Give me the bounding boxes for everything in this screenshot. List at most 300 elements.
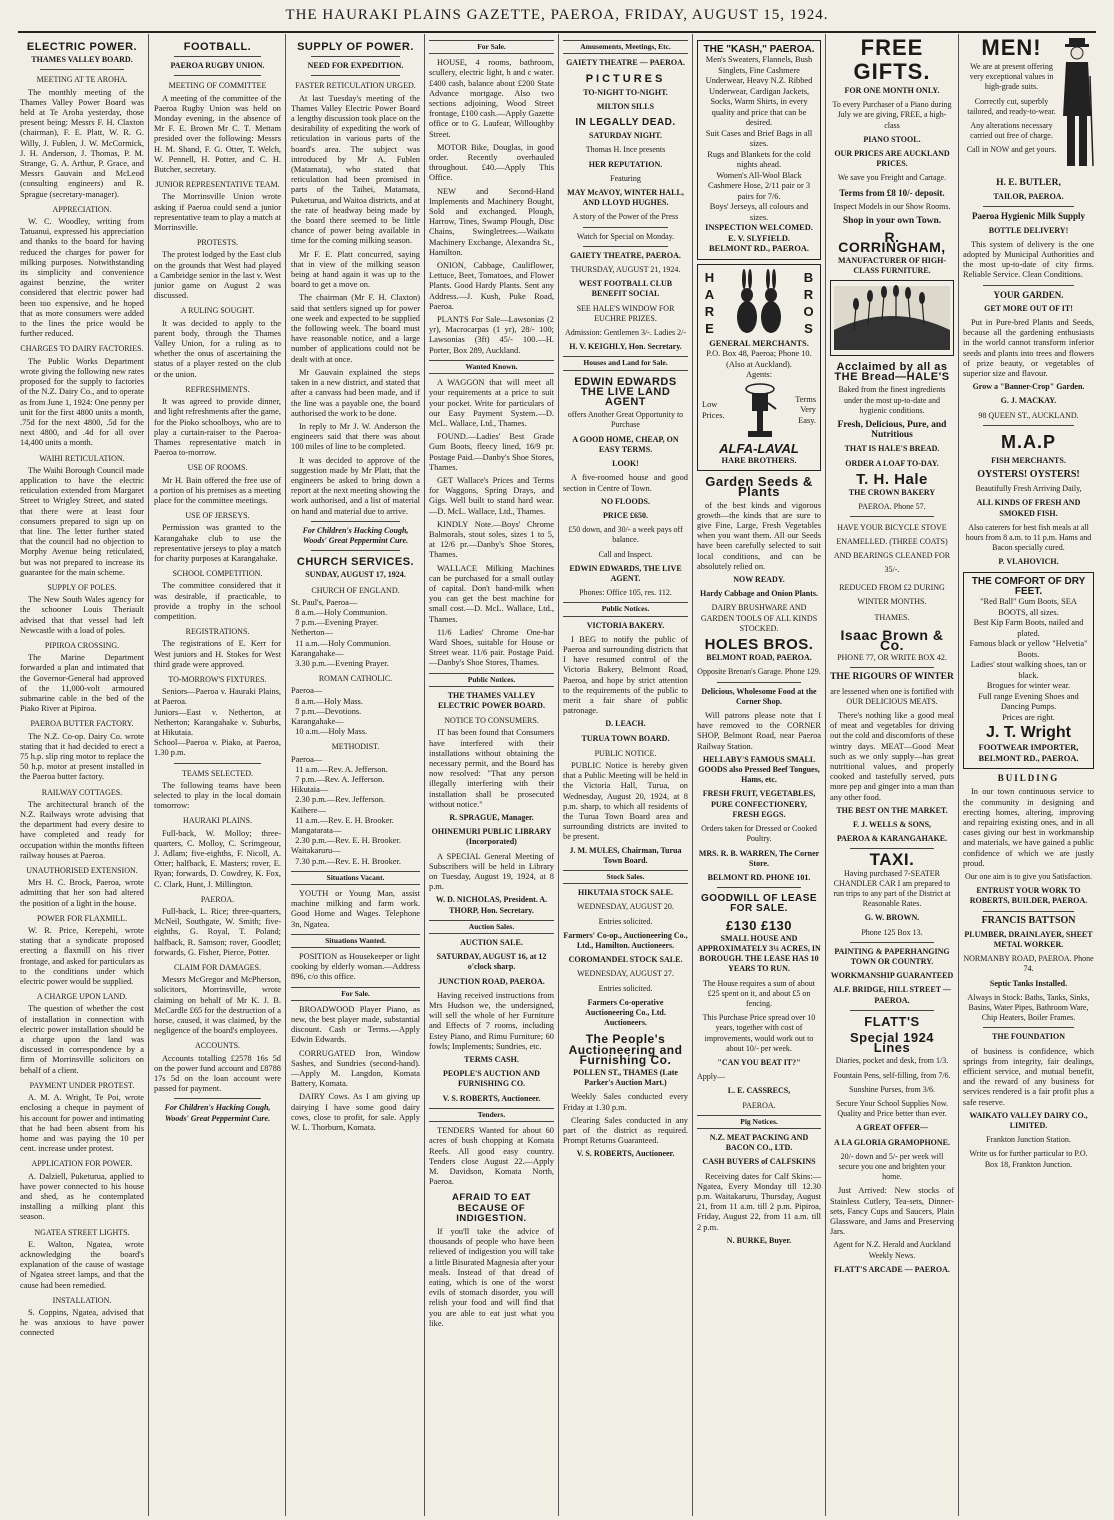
classified-ad: POSITION as Housekeeper or light cooking by elderly woman.—Address 896, c/o this office. (291, 952, 423, 982)
section-title: NOTICE TO CONSUMERS. (444, 716, 539, 726)
column-amusements (563, 36, 691, 1514)
wright-name: J. T. Wright (985, 724, 1072, 742)
offer-detail: A five-roomed house and good section in Centre of Town. (563, 473, 691, 493)
article-paragraph: A. M. A. Wright, Te Poi, wrote enclosing a cheque in payment of his account for power and intimating that he had been absent from his home and was paying the 10 per cent. increase under protest. (20, 1093, 147, 1154)
septic: Septic Tanks Installed. (989, 978, 1068, 988)
plumber: PLUMBER, DRAINLAYER, SHEET METAL WORKER. (964, 929, 1093, 949)
divider (983, 425, 1074, 426)
auctioneer-signature: V. S. ROBERTS, Auctioneer. (576, 1149, 675, 1159)
terms-deposit: Terms from £8 10/- deposit. (839, 187, 945, 198)
men-alter: Any alterations necessary carried out free of charge. (970, 121, 1053, 141)
section-title: POWER FOR FLAXMILL. (36, 913, 127, 923)
crown-address: PAEROA. Phone 57. (858, 502, 926, 512)
column-divider (148, 34, 149, 1516)
diaries: Diaries, pocket and desk, from 1/3. (835, 1056, 949, 1066)
indigestion-headline: AFRAID TO EAT BECAUSE OF INDIGESTION. (452, 1192, 531, 1224)
category-label: Wanted Known. (429, 360, 554, 374)
purses: Sunshine Purses, from 3/6. (849, 1084, 935, 1094)
section-title: TO-MORROW'S FIXTURES. (168, 674, 267, 684)
column-divider (424, 34, 425, 1516)
foundation-text: of business is confidence, which springs from integrity, fair dealings, efficient service, and mutual benefit, and the reward of any business for services rendered is a fair profit plus a safe reserve. (963, 1046, 1097, 1107)
classified-ad: YOUTH or Young Man, assist machine milking and farm work. Good Home and Wages. Telephone 3n, Ngatea. (291, 889, 423, 929)
taxi-text: Having purchased 7-SEATER CHANDLER CAR I am prepared to run trips to any part of the District at Reasonable Rates. (833, 868, 951, 909)
very-label: Very (800, 405, 816, 415)
offer-text: offers Another Great Opportunity to Purchase (567, 410, 684, 430)
notice-text: A SPECIAL General Meeting of Subscribers will be held in Library on Tuesday, August 19, 1924, at 8 p.m. (429, 851, 557, 892)
poultry-orders: Orders taken for Dressed or Cooked Poultry. (701, 824, 817, 844)
auctioneer: Farmers' Co-op., Auctioneering Co., Ltd., Hamilton. Auctioneers. (563, 930, 688, 951)
column-supply-of-power (291, 36, 423, 1514)
cream-separator-icon (742, 381, 778, 441)
men-ad (963, 36, 1094, 176)
rigours-text: There's nothing like a good meal of meat and vegetables for driving out the cold and discomforts of these wintry days. MEAT—Good Meat such as we only supply—has great nutritional values, and properly cooked and tastefully served, puts more pep and ginger into a man than any other food. (830, 710, 957, 802)
footer-ad: For Children's Hacking Cough, Woods' Great Peppermint Cure. (164, 1103, 271, 1123)
divider (983, 206, 1074, 207)
section-title: CLAIM FOR DAMAGES. (174, 963, 261, 973)
classified-ad: WALLACE Milking Machines can be purchased for a small outlay of capital. Don't hand-milk when you can get the best machine for small cost.—D. McL. Wallace, Ltd., Thames. (429, 563, 557, 624)
section-title: CHURCH OF ENGLAND. (311, 585, 400, 595)
wheat-field-icon (834, 286, 950, 350)
section-title: RAILWAY COTTAGES. (41, 787, 123, 797)
article-paragraph: The question of whether the cost of installation in connection with electric power installation should be a charge upon the land was discussed in correspondence by a firm of Morrinsville solicitors on behalf of a client. (20, 1004, 147, 1075)
corner-shop-text: Will patrons please note that I have removed to the CORNER SHOP, Belmont Road, near Paeroa Railway Station. (697, 711, 824, 751)
section-title: METHODIST. (331, 742, 380, 752)
notice-signature: J. M. MULES, Chairman, Turua Town Board. (569, 845, 682, 865)
fresh-delicious: Fresh, Delicious, Pure, and Nutritious (837, 420, 947, 441)
notice-text: I BEG to notify the public of Paeroa and surrounding districts that I have resumed control of the Victoria Bakery, Belmont Road, Paeroa, and hope by strict attention to the requirements of the public to merit a fair share of public patronage. (563, 634, 691, 716)
gentleman-figure-icon (1060, 36, 1094, 176)
agents-label: Agents: (745, 370, 773, 380)
plumbing-stock: Always in Stock: Baths, Tanks, Sinks, Basins, Water Pipes, Bathroom Ware, Chip Heaters, Boiler Frames. (967, 992, 1090, 1023)
section-title: INSTALLATION. (52, 1295, 112, 1305)
section-title: PAYMENT UNDER PROTEST. (29, 1080, 135, 1090)
garden-text: Put in Pure-bred Plants and Seeds, because all the gardening enthusiasts in the world cannot transform inferior seeds and plants into trees and flowers of prize beauty, or vegetables of superior size and flavour. (963, 318, 1097, 379)
notice-title: THE THAMES VALLEY ELECTRIC POWER BOARD. (438, 690, 545, 710)
divider (983, 1027, 1074, 1028)
offer-headline: A GOOD HOME, CHEAP, ON EASY TERMS. (572, 434, 679, 454)
hare-bros-ad (697, 264, 821, 472)
section-title: A RULING SOUGHT. (180, 306, 255, 316)
article-paragraph: The protest lodged by the East club on the grounds that West had played a Cambridge senior in the last v. West junior game on August 2 was discussed. (154, 250, 284, 301)
entries: Entries solicited. (598, 983, 653, 993)
fresh-fruit: FRESH FRUIT, VEGETABLES, PURE CONFECTIONERY, FRESH EGGS. (702, 789, 816, 819)
article-paragraph: The monthly meeting of the Thames Valley Power Board was held at Te Aroha yesterday, those present being: Messrs F. H. Claxton (chairman), F. E. Platt, W. R. G. Willy, J. Fublen, J. W. McCormick, J. H. Anderson, J. Thomas, P. M. Strange, G. A. Arthur, P. Grace, and Messrs Gauvain and McLeod (consulting engineers) and R. Sprague (secretary-manager). (20, 87, 147, 199)
mackay-address: 98 QUEEN ST., AUCKLAND. (978, 410, 1079, 420)
goodwill-beat: "CAN YOU BEAT IT?" (717, 1057, 801, 1067)
kash-owner: E. V. SLYFIELD. (728, 233, 790, 243)
article-paragraph: At last Tuesday's meeting of the Thames Valley Electric Power Board a lengthy discussion took place on the desirability of expediting the work of reticulation in various parts of the board's area. The subject was introduced by Mr A. Fublen (Matamata), who stated that reticulation had been promised in parts of the Taihei, Matamata, Puketurua, and Waitoa districts, and at the rate of headway being made by the board there seemed to be little chance of power being available in time for the coming milking season. (291, 93, 423, 246)
notice-title: VICTORIA BAKERY. (586, 620, 665, 630)
classified-ad: GET Wallace's Prices and Terms for Waggons, Spring Drays, and Gigs. Well built to stand hard wear.—D. McL. Wallace, Ltd., Thames. (429, 475, 557, 516)
section-title: SCHOOL COMPETITION. (172, 569, 263, 579)
article-paragraph: Mr Gauvain explained the steps taken in a new district, and stated that after a canvass had been made, and if the line was a payable one, the board authorised the work to be done. (291, 367, 423, 418)
divider (983, 911, 1074, 912)
men-call: Call in NOW and get yours. (966, 145, 1057, 155)
dry-feet-ad (963, 572, 1094, 769)
subheadline: NEED FOR EXPEDITION. (307, 61, 404, 71)
classified-ad: PLANTS For Sale—Lawsonias (2 yr), Macrocarpas (1 yr), 28/- 100; Lawsonias (3ft) 45/- 100.—H. Porter, Box 289, Auckland. (429, 315, 557, 355)
service-times: St. Paul's, Paeroa— 8 a.m.—Holy Communion. 7 p.m.—Evening Prayer. Netherton— 11 a.m.—Holy Communion. Karangahake— 3.30 p.m.—Evening Prayer. (291, 597, 391, 668)
gramophone-text: 20/- down and 5/- per week will secure you one and brighten your home. (838, 1151, 946, 1182)
article-paragraph: W. C. Woodley, writing from Tatuanui, expressed his appreciation and thanks to the board for having reduced the charges for power for milking purposes. Notwithstanding its simplicity and convenience against benzine, the writer considered that electric power had been too expensive, and he hoped that as more consumers were added to the lines the price would be further reduced. (20, 217, 147, 339)
wright-importer: FOOTWEAR IMPORTER, BELMONT RD., PAEROA. (978, 743, 1079, 763)
prices-right: Prices are right. (1002, 712, 1055, 722)
one-month: FOR ONE MONTH ONLY. (844, 86, 940, 95)
article-paragraph: It was decided to apply to the parent body, through the Thames Valley Union, for a ruling as to whether the onus of ascertaining the status of a player rested on the club or the union. (154, 318, 284, 379)
kash-address: BELMONT RD., PAEROA. (709, 244, 809, 254)
divider (583, 227, 668, 228)
section-title: PAEROA BUTTER FACTORY. (30, 719, 134, 729)
presenter: Thomas H. Ince presents (585, 145, 666, 155)
garden-seeds-title: Garden Seeds & Plants (705, 474, 813, 500)
building-aim: Our one aim is to give you Satisfaction. (964, 871, 1093, 881)
hare-letters: HARE (702, 269, 717, 338)
deposit: £50 down, and 30/- a week pays off balance. (568, 525, 683, 545)
kash-ad (697, 40, 821, 260)
kash-hose: Women's All-Wool Black Cashmere Hose, 2/11 pair or 3 pairs for 7/6. (707, 170, 811, 201)
divider (174, 763, 261, 764)
sale-title: COROMANDEL STOCK SALE. (568, 955, 683, 965)
column-classifieds (429, 36, 557, 1514)
section-title: HAURAKI PLAINS. (183, 816, 252, 826)
column-divider (558, 34, 559, 1516)
kash-text: Men's Sweaters, Flannels, Bush Singlets, Fine Cashmere Underwear, Heavy N.Z. Ribbed Underwear, Cardigan Jackets, Socks, Warm Shirts, in every quality and price that can be desired. (705, 55, 813, 128)
taxi-phone: Phone 125 Box 13. (861, 927, 923, 937)
article-paragraph: Mr H. Bain offered the free use of a portion of his premises as a meeting place for the committee meetings. (154, 475, 284, 505)
kash-rugs: Rugs and Blankets for the cold nights ahead. (707, 149, 811, 170)
divider (40, 69, 124, 70)
auctioneer: Farmers Co-operative Auctioneering Co., Ltd. Auctioneers. (585, 997, 666, 1028)
reduced-price: REDUCED FROM £2 DURING WINTER MONTHS. (839, 583, 945, 607)
divider (850, 942, 934, 943)
featuring-label: Featuring (610, 173, 641, 183)
article-paragraph: The Waihi Borough Council made application to have the electric reticulation extended from Margaret Street to Wrigley Street, and stated that there were at least four consumers prepared to sign up on that line. The letter further stated that the council had no objection to Morphy Avenue being reticulated, but was not prepared to increase its guarantee for the main scheme. (20, 465, 147, 577)
workmanship: WORKMANSHIP GUARANTEED (830, 971, 954, 981)
article-paragraph: The Marine Department forwarded a plan and intimated that the Governor-General had approved of the 11,000-volt armoured submarine cable in the bed of the Piako River at Pipiroa. (20, 653, 147, 714)
isaac-brown-title: Isaac Brown & Co. (840, 626, 944, 653)
section-title: ROMAN CATHOLIC. (318, 674, 393, 684)
wells-sons: F. J. WELLS & SONS, (852, 819, 932, 829)
holes-address: BELMONT ROAD, PAEROA. (706, 653, 812, 663)
helvetia: Famous black or yellow "Helvetia" Boots. (969, 639, 1088, 659)
piano-stool: PIANO STOOL. (863, 134, 921, 144)
article-paragraph: E. Walton, Ngatea, wrote acknowledging the board's explanation of the cause of wastage of Ngatea street lamps, and that the cause had been remedied. (20, 1239, 147, 1290)
headline: FOOTBALL. (183, 41, 252, 53)
subheadline: PAEROA RUGBY UNION. (170, 61, 265, 71)
admission: Admission: Gentlemen 3/-. Ladies 2/- (564, 328, 687, 338)
isaac-phone: PHONE 77, OR WRITE BOX 42. (837, 653, 947, 663)
classified-ad: FOUND.—Ladies' Best Grade Gum Boots, fleecy lined, 16/9 pr. Postage Paid.—Danby's Shoe Stores, Thames. (429, 432, 557, 472)
column-electric-power (20, 36, 147, 1514)
section-title: A CHARGE UPON LAND. (36, 992, 128, 1002)
divider (311, 56, 400, 57)
pobox: P.O. Box 48, Paeroa; Phone 10. (Also at Auckland). (706, 349, 812, 369)
category-label: For Sale. (291, 987, 420, 1001)
column-divider (285, 34, 286, 1516)
article-paragraph: S. Coppins, Ngatea, advised that he was anxious to have power connected (20, 1307, 147, 1338)
notice-title: TURUA TOWN BOARD. (581, 733, 670, 743)
bottle-delivery: BOTTLE DELIVERY! (988, 225, 1069, 235)
classified-ad: A WAGGON that will meet all your requirements at a price to suit your pocket. Write for particulars of our Easy Payment System.—D. McL. Wallace, Ltd., Thames. (429, 378, 557, 428)
freight: We save you Freight and Cartage. (837, 173, 947, 183)
film-tagline: A story of the Power of the Press (572, 212, 679, 222)
warren-address: BELMONT RD. PHONE 101. (707, 872, 811, 882)
men-ad-text (963, 36, 1060, 160)
auction-terms: TERMS CASH. (464, 1055, 519, 1065)
battson-name: FRANCIS BATTSON (981, 914, 1076, 926)
article-paragraph: The New South Wales agency for the schooner Louis Theriault advised that that vessel had left Newcastle with a load of poles. (20, 595, 147, 635)
inspect-models: Inspect Models in our Show Rooms. (833, 201, 951, 211)
notice-text: IT has been found that Consumers have interfered with their installations without obtaining the necessary permit, and the Board has now resolved: "That any person illegally interfering with their installation shall be prosecuted without notice." (429, 728, 557, 809)
waikato-dairy: WAIKATO VALLEY DAIRY CO., LIMITED. (969, 1110, 1088, 1130)
land-agent-title: EDWIN EDWARDS THE LIVE LAND AGENT (574, 375, 677, 409)
painter-name: ALF. BRIDGE, HILL STREET — PAEROA. (833, 985, 951, 1005)
crown-bakery: THE CROWN BAKERY (848, 488, 936, 498)
hale-name: T. H. Hale (856, 470, 928, 488)
classified-ad: BROADWOOD Player Piano, as new, the best player made, substantial discount. Cash or Terms.—Apply Edwin Edwards. (291, 1004, 423, 1045)
column-divider (692, 34, 693, 1516)
company-address: POLLEN ST., THAMES (Late Parker's Auction Mart.) (573, 1068, 678, 1088)
section-title: PROTESTS. (196, 238, 239, 248)
just-arrived: Just Arrived: New stocks of Stainless Cutlery, Tea-sets, Dinner-sets, Fancy Cups and Saucers, Plain Glassware, and Jams and Preserving Jars. (830, 1186, 957, 1237)
notice-title: OHINEMURI PUBLIC LIBRARY (Incorporated) (431, 827, 552, 847)
company-text: Clearing Sales conducted in any part of the district as required. Prompt Returns Guaranteed. (563, 1115, 691, 1146)
butler-tailor: TAILOR, PAEROA. (993, 192, 1064, 202)
low-label: Low (702, 400, 718, 410)
corner-shop-title: Delicious, Wholesome Food at the Corner Shop. (701, 686, 817, 706)
film-title: IN LEGALLY DEAD. (575, 117, 676, 129)
garden-sub: GET MORE OUT OF IT! (984, 303, 1073, 313)
article-paragraph: Full-back, W. Molloy; three-quarters, C. Molloy, C. Scrimgeour, J. Adlam; five-eighths, F. Nicoll, A. Otter; halfback, E. Masters; rover, E. Ryan; forwards, D. Cowdrey, K. Fox, C. Clark, Hunt, J. Millington. (154, 828, 284, 889)
red-ball: "Red Ball" Gum Boots, SEA BOOTS, all sizes. (980, 597, 1077, 617)
divider (850, 1010, 934, 1011)
acclaimed: Acclaimed by all as THE Bread—HALE'S (834, 361, 950, 384)
auction-text: Having received instructions from Mrs Hudson we, the undersigned, will sell the whole of her Furniture and Effects of 7 rooms, including Estey Piano, and Rimu Furniture; 60 fowls; Implements; Sundries, etc. (429, 990, 557, 1051)
sale-title: HIKUTAIA STOCK SALE. (577, 888, 674, 898)
category-label: Public Notices. (563, 602, 688, 616)
secretary: H. V. KEIGHLY, Hon. Secretary. (569, 342, 682, 352)
classified-ad: DAIRY Cows. As I am giving up dairying I have some good dairy cows, close to profit, for sale. Apply W. L. Thorburn, Komata. (291, 1092, 423, 1133)
masthead: THE HAURAKI PLAINS GAZETTE, PAEROA, FRIDAY, AUGUST 15, 1924. (285, 7, 829, 23)
article-paragraph: The following teams have been selected to play in the local domain tomorrow: (154, 780, 284, 811)
separator-illustration (702, 381, 816, 441)
article-paragraph: A meeting of the committee of the Paeroa Rugby Union was held on Monday evening, in the absence of Mr F. E. Brown Mr C. T. Mettam presided over the following: Messrs H. M. Shand, F. G. Otter, T. Welch, W. Pennell, H. Potter, and C. H. Butcher, secretary. (154, 93, 284, 175)
section-title: USE OF JERSEYS. (185, 511, 250, 521)
painting-title: PAINTING & PAPERHANGING TOWN OR COUNTRY. (834, 946, 950, 966)
divider (311, 550, 400, 551)
flatts-title: FLATT'S (864, 1013, 920, 1029)
watch-note: Watch for Special on Monday. (576, 231, 675, 241)
article-paragraph: Accounts totalling £2578 16s 5d on the power fund account and £8788 17s 5d on the loan account were passed for payment. (154, 1053, 284, 1094)
easy-terms (795, 395, 816, 427)
walking-shoes: Ladies' stout walking shoes, tan or black. (970, 660, 1087, 680)
section-title: REFRESHMENTS. (185, 384, 250, 394)
divider (311, 75, 400, 76)
section-title: UNAUTHORISED EXTENSION. (26, 866, 138, 876)
section-title: JUNIOR REPRESENTATIVE TEAM. (155, 180, 280, 190)
section-title: MEETING OF COMMITTEE (168, 81, 267, 91)
section-title: MEETING AT TE AROHA. (36, 75, 128, 85)
auction-company: PEOPLE'S AUCTION AND FURNISHING CO. (443, 1069, 540, 1089)
section-title: FASTER RETICULATION URGED. (295, 81, 416, 91)
map-title: M.A.P (1000, 431, 1056, 452)
arriving: Beautifully Fresh Arriving Daily, (975, 484, 1082, 494)
holes-opposite: Opposite Brenan's Garage. Phone 129. (697, 667, 821, 677)
kash-inspection: INSPECTION WELCOMED. (705, 223, 813, 233)
divider (983, 285, 1074, 286)
agent-signature: EDWIN EDWARDS, THE LIVE AGENT. (569, 563, 682, 583)
vlahovich: P. VLAHOVICH. (998, 557, 1059, 567)
gramophone: A LA GLORIA GRAMOPHONE. (833, 1137, 950, 1147)
section-title: TEAMS SELECTED. (181, 768, 254, 778)
section-title: REGISTRATIONS. (185, 627, 250, 637)
article-paragraph: Permission was granted to the Karangahake club to use the representative jerseys to play a match for charity purposes at Karangahake. (154, 523, 284, 563)
hales-bread: THAT IS HALE'S BREAD. (844, 444, 940, 454)
special-lines: Special 1924 Lines (849, 1029, 935, 1056)
classified-ad: NEW and Second-Hand Implements and Machinery Bought, Sold and exchanged. Plough, Harrow, Tines, Swamp Plough, Disc Chains, Swingletrees.—Waikato Machinery Exchange, Alexandra St., Hamilton. (429, 186, 557, 257)
showtime: TO-NIGHT TO-NIGHT. (583, 87, 668, 97)
notice-signature: R. SPRAGUE, Manager. (449, 813, 534, 823)
warren: MRS. R. B. WARREN, The Corner Store. (698, 848, 820, 868)
article-paragraph: Messrs McGregor and McPherson, solicitors, Morrinsville, wrote claiming on behalf of Mr K. J. B. McCardle £65 for the destruction of a horse, caused, it was claimed, by the negligence of the board's employees. (154, 975, 284, 1036)
brogues: Brogues for winter wear. (986, 681, 1071, 691)
subheadline: THAMES VALLEY BOARD. (31, 55, 133, 65)
alfa-laval-logo: ALFA-LAVAL (719, 440, 799, 456)
all-fish: ALL KINDS OF FRESH AND SMOKED FISH. (976, 498, 1081, 518)
company-text: Weekly Sales conducted every Friday at 1.30 p.m. (563, 1092, 691, 1112)
divider (850, 516, 934, 517)
category-label: Situations Wanted. (291, 934, 420, 948)
meat-packing: N.Z. MEAT PACKING AND BACON CO., LTD. (709, 1132, 809, 1153)
divider (850, 848, 934, 849)
free-gifts-title: FREE GIFTS. (853, 35, 931, 84)
milk-text: This system of delivery is the one adopted by Municipal Authorities and the most up-to-date of city firms. Reliable Service. Clean Conditions. (963, 239, 1097, 280)
low-prices (702, 400, 725, 421)
article-paragraph: It was decided to approve of the suggestion made by Mr Platt, that the engineers be asked to bring down a report at the next meeting showing the work authorised, and a list of material on hand and material due to arrive. (291, 455, 423, 516)
hare-bros-banner (702, 269, 816, 339)
cabbage-plants: Hardy Cabbage and Onion Plants. (699, 589, 819, 599)
article-paragraph: The N.Z. Co-op. Dairy Co. wrote stating that it had decided to erect a 75 h.p. slip ring motor to replace the 50 h.p. motor at present installed in the Paeroa butter factory. (20, 731, 147, 782)
column-ads-1 (697, 36, 824, 1514)
section-title: APPLICATION FOR POWER. (31, 1159, 133, 1169)
article-paragraph: The chairman (Mr F. H. Claxton) said that settlers signed up for power one week and expected to be supplied the following week. The board must have reasonable notice, and a large number of applications could not be dealt with at once. (291, 293, 423, 364)
shop-own-town: Shop in your own Town. (842, 216, 942, 227)
classified-ad: HOUSE, 4 rooms, bathroom, scullery, electric light, h and c water. £400 cash, balance about £200 State Advance mortgage. Also two sections adjoining, Wood Street frontage, £100 cash.—Apply Gazette office or to G. Laufear, Willoughby Street. (429, 58, 557, 139)
building-text: In our town continuous service to the community in designing and erecting homes, altering, improving and repairing existing ones, and in all cases giving our best in workmanship and materials, we have gained a public confidence of which we are justly proud. (963, 787, 1097, 868)
buyer: N. BURKE, Buyer. (726, 1235, 792, 1245)
category-label: For Sale. (429, 40, 554, 54)
divider (717, 887, 801, 888)
category-label: Auction Sales. (429, 920, 554, 934)
rigours-title: THE RIGOURS OF WINTER (830, 672, 954, 683)
category-label: Situations Vacant. (291, 871, 420, 885)
cast: MAY McAVOY, WINTER HALL, AND LLOYD HUGHES. (567, 188, 684, 208)
divider (174, 1098, 261, 1099)
notice-text: PUBLIC Notice is hereby given that a Public Meeting will be held in the Victoria Hall, Turua, on Wednesday, August 20, 1924, at 8 p.m. sharp, to which all residents of the Turua Town Board area and surrounding districts are invited to be present. (563, 760, 691, 842)
sale-date: WEDNESDAY, AUGUST 27. (577, 969, 674, 979)
fountain-pens: Fountain Pens, self-filling, from 7/6. (833, 1070, 951, 1080)
auction-signature: V. S. ROBERTS, Auctioneer. (442, 1093, 541, 1103)
divider (850, 667, 934, 668)
mackay-name: G. J. MACKAY. (1000, 396, 1057, 406)
goodwill-require: The House requires a sum of about £25 spent on it, and about £5 on fencing. (703, 978, 815, 1008)
church-services-title: CHURCH SERVICES. (296, 556, 415, 569)
auckland-prices: OUR PRICES ARE AUCKLAND PRICES. (834, 149, 950, 169)
category-label: Tenders. (429, 1108, 554, 1122)
event-note: SEE HALE'S WINDOW FOR EUCHRE PRIZES. (576, 303, 675, 323)
auction-date: SATURDAY, AUGUST 16, at 12 o'clock sharp. (436, 952, 547, 972)
column-ads-3 (963, 35, 1097, 1514)
article-paragraph: Seniors—Paeroa v. Hauraki Plains, at Paeroa. Juniors—East v. Netherton, at Netherton; Karangahake v. Suburbs, at Hikutaia. School—Paeroa v. Piako, at Paeroa, 1.30 p.m. (154, 687, 281, 758)
column-football (154, 36, 284, 1514)
easy-label: Easy. (798, 415, 816, 425)
article-paragraph: Mr F. E. Platt concurred, saying that in view of the milking season being at hand again it was up to the board to get a move on. (291, 249, 423, 290)
order-loaf: ORDER A LOAF TO-DAY. (845, 458, 939, 468)
church-date: SUNDAY, AUGUST 17, 1924. (305, 570, 406, 580)
men-title: MEN! (981, 35, 1042, 60)
article-paragraph: The registrations of E. Kerr for West juniors and H. Stokes for West third grade were approved. (154, 639, 284, 669)
entrust: ENTRUST YOUR WORK TO ROBERTS, BUILDER, PAEROA. (969, 886, 1088, 906)
taxi-owner: G. W. BROWN. (864, 913, 920, 923)
event-date: THURSDAY, AUGUST 21, 1924. (570, 265, 681, 275)
article-paragraph: The Public Works Department wrote giving the following new rates proposed for the supply to factories of the N.Z. Dairy Co., and to operate as from June 1, 1924: One penny per unit for the first 4800 units a month, .75d for the next 4800, .5d for the next 4800, and .4d for all over 14,400 units a month. (20, 356, 147, 448)
theatre-name: GAIETY THEATRE — PAEROA. (566, 58, 685, 68)
event-title: WEST FOOTBALL CLUB BENEFIT SOCIAL (578, 279, 673, 299)
agent-herald: Agent for N.Z. Herald and Auckland Weekly News. (833, 1240, 951, 1260)
taxi-title: TAXI. (869, 850, 915, 870)
column-divider (825, 34, 826, 1516)
section-title: PAEROA. (200, 894, 235, 904)
foundation-title: THE FOUNDATION (992, 1032, 1065, 1042)
dairy-brushware: DAIRY BRUSHWARE AND GARDEN TOOLS OF ALL KINDS STOCKED. (700, 603, 818, 633)
goodwill-town: PAEROA. (742, 1100, 776, 1110)
showtime: SATURDAY NIGHT. (589, 131, 662, 141)
theatre-name: GAIETY THEATRE, PAEROA. (570, 250, 681, 260)
prices-label: Prices. (702, 410, 725, 420)
classified-ad: 11/6 Ladies' Chrome One-bar Ward Shoes, suitable for House or Street wear. 11/6 pair. Postage Paid.—Danby's Shoe Stores, Thames. (429, 627, 557, 668)
farm-boots: Best Kip Farm Boots, nailed and plated. (973, 618, 1084, 638)
category-label: Public Notices. (429, 673, 554, 687)
article-paragraph: The committee considered that it was desirable, if practicable, to provide a trophy in the school competition. (154, 581, 284, 621)
section-title: PIPIROA CROSSING. (44, 640, 120, 650)
article-paragraph: The Morrinsville Union wrote asking if Paeroa could send a junior representative team to play a match at Morrinsville. (154, 192, 284, 233)
goodwill-agent: L. E. CASSRECS, (727, 1086, 791, 1096)
category-label: Houses and Land for Sale. (563, 356, 688, 370)
article-paragraph: If you'll take the advice of thousands of people who have been relieved of indigestion you will take a little Bisurated Magnesia after your meals. Instead of that dread of eating, which is one of the worst evils of stomach disorder, you will relish your food and will find that you are able to eat just what you like. (429, 1226, 557, 1328)
kash-suitcases: Suit Cases and Brief Bags in all sizes. (705, 128, 813, 149)
evening-shoes: Full range Evening Shoes and Dancing Pumps. (978, 691, 1079, 712)
baked-text: Baked from the finest ingredients under the most up-to-date and hygienic conditions. (838, 385, 946, 415)
men-text: We are at present offering very exceptional values in high-grade suits. (969, 62, 1054, 92)
film-title: HER REPUTATION. (588, 159, 663, 169)
goodwill-house: SMALL HOUSE AND APPROXIMATELY 3¼ ACRES, IN BOROUGH. THE LEASE HAS 10 YEARS TO RUN. (697, 933, 821, 974)
column-divider (958, 34, 959, 1516)
holes-bros-title: HOLES BROS. (704, 636, 814, 654)
article-paragraph: Mrs H. C. Brock, Paeroa, wrote admitting that her son had altered the position of a light in the house. (20, 878, 147, 908)
category-label: Pig Notices. (697, 1115, 821, 1129)
look: LOOK! (612, 459, 639, 469)
section-title: WAIHI RETICULATION. (39, 453, 125, 463)
fish-meals: Also caterers for best fish meals at all hours from 8 a.m. to 11 p.m. Hams and Bacon specially cured. (965, 522, 1092, 553)
auction-place: JUNCTION ROAD, PAEROA. (438, 976, 545, 986)
footer-ad: For Children's Hacking Cough, Woods' Great Peppermint Cure. (302, 525, 409, 545)
notice-signature: W. D. NICHOLAS, President. A. THORP, Hon. Secretary. (435, 895, 548, 915)
corringham-title: R. CORRINGHAM, (838, 229, 946, 256)
free-text: To every Purchaser of a Piano during July we are giving, FREE, a high-class (832, 100, 952, 130)
frankton: Frankton Junction Station. (986, 1135, 1071, 1145)
auction-title: AUCTION SALE. (460, 938, 523, 948)
men-correct: Correctly cut, superbly tailored, and ready-to-wear. (967, 96, 1056, 116)
